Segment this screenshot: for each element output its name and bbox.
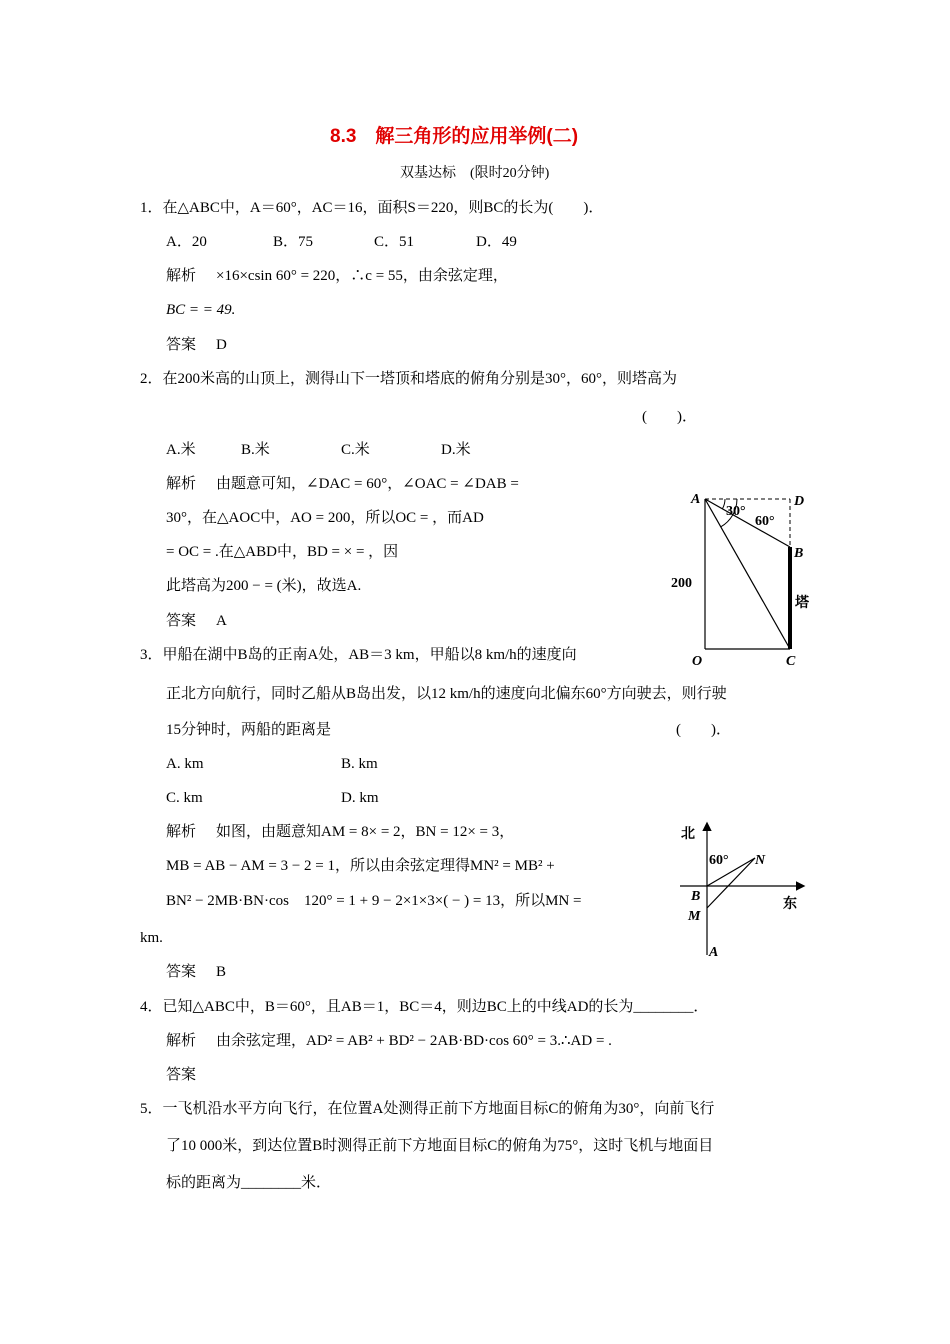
q2-option-c: C.米 (341, 442, 370, 458)
q3-jiexi-4: km. (140, 930, 163, 946)
q1-jiexi-2: BC = = 49. (166, 302, 236, 318)
q3-jiexi-label: 解析 (166, 824, 197, 840)
fig-label-60: 60° (755, 514, 775, 529)
q2-option-a: A.米 (166, 442, 196, 458)
q1-answer-label: 答案 (166, 337, 197, 353)
fig-label-30: 30° (726, 504, 746, 519)
q3-option-a: A. km (166, 756, 204, 772)
fig-label-north: 北 (681, 827, 695, 842)
q2-figure (665, 485, 825, 675)
q5-stem-3: 标的距离为________米． (166, 1175, 332, 1191)
page-title: 8.3 解三角形的应用举例(二) (330, 126, 579, 147)
q3-answer: B (216, 964, 227, 980)
q3-figure (675, 818, 815, 963)
q1-option-a: A．20 (166, 234, 207, 250)
fig-label-b: B (691, 889, 701, 904)
q4-jiexi-label: 解析 (166, 1033, 197, 1049)
q5-stem-2: 了10 000米，到达位置B时测得正前下方地面目标C的俯角为75°，这时飞机与地面目 (166, 1138, 714, 1154)
fig-label-angle: 60° (709, 853, 729, 868)
fig-label-o: O (692, 654, 703, 669)
q4-stem: 4．已知△ABC中，B＝60°，且AB＝1，BC＝4，则边BC上的中线AD的长为________． (140, 999, 709, 1015)
q2-jiexi-3: = OC = .在△ABD中，BD = × = ，因 (166, 544, 399, 560)
q3-paren: ( )． (676, 722, 731, 738)
q3-answer-label: 答案 (166, 964, 197, 980)
q5-stem-1: 5．一飞机沿水平方向飞行，在位置A处测得正前下方地面目标C的俯角为30°，向前飞行 (140, 1101, 715, 1117)
fig-label-a: A (709, 945, 719, 960)
q2-option-b: B.米 (241, 442, 270, 458)
q3-option-c: C. km (166, 790, 203, 806)
q1-stem: 1．在△ABC中，A＝60°，AC＝16，面积S＝220，则BC的长为( )． (140, 200, 604, 216)
q3-stem-2: 正北方向航行，同时乙船从B岛出发，以12 km/h的速度向北偏东60°方向驶去，则行驶 (166, 686, 727, 702)
fig-label-b: B (794, 546, 804, 561)
q2-jiexi-4: 此塔高为200 − = (米)，故选A. (166, 578, 362, 594)
q1-answer: D (216, 337, 227, 353)
fig-label-m: M (688, 909, 701, 924)
q2-jiexi-1: 由题意可知，∠DAC = 60°，∠OAC = ∠DAB = (216, 476, 519, 492)
fig-label-200: 200 (671, 576, 692, 591)
fig-line-ac (705, 499, 790, 649)
q2-answer-label: 答案 (166, 613, 197, 629)
fig-label-d: D (794, 494, 805, 509)
fig-label-tower: 塔 (795, 596, 809, 611)
q3-jiexi-1: 如图，由题意知AM = 8× = 2，BN = 12× = 3， (216, 824, 515, 840)
fig-label-c: C (786, 654, 796, 669)
fig-label-a: A (691, 492, 701, 507)
q2-stem: 2．在200米高的山顶上，测得山下一塔顶和塔底的俯角分别是30°，60°，则塔高为 (140, 371, 678, 387)
q3-jiexi-3: BN² − 2MB·BN·cos 120° = 1 + 9 − 2×1×3×( − ) = 13，所以MN = (166, 893, 582, 909)
q2-paren: ( )． (642, 409, 697, 425)
q2-jiexi-label: 解析 (166, 476, 197, 492)
q1-option-c: C．51 (374, 234, 415, 250)
q3-stem-3: 15分钟时，两船的距离是 (166, 722, 332, 738)
q2-answer: A (216, 613, 227, 629)
q2-option-d: D.米 (441, 442, 471, 458)
q4-jiexi-1: 由余弦定理，AD² = AB² + BD² − 2AB·BD·cos 60° = 3.∴AD = . (216, 1033, 612, 1049)
q4-answer-label: 答案 (166, 1067, 197, 1083)
q3-jiexi-2: MB = AB − AM = 3 − 2 = 1，所以由余弦定理得MN² = MB² + (166, 858, 555, 874)
fig-arc-30 (722, 499, 725, 509)
q1-jiexi-label: 解析 (166, 268, 197, 284)
fig-line-ab (705, 499, 790, 547)
q3-stem-1: 3．甲船在湖中B岛的正南A处，AB＝3 km，甲船以8 km/h的速度向 (140, 647, 577, 663)
fig-label-n: N (755, 853, 766, 868)
q3-option-d: D. km (341, 790, 379, 806)
q1-option-b: B．75 (273, 234, 314, 250)
fig-label-east: 东 (783, 897, 797, 912)
q1-jiexi-1: ×16×csin 60° = 220，∴c = 55，由余弦定理， (216, 268, 508, 284)
q1-option-d: D．49 (476, 234, 517, 250)
q3-option-b: B. km (341, 756, 378, 772)
q2-jiexi-2: 30°，在△AOC中，AO = 200，所以OC = ，而AD (166, 510, 484, 526)
section-subtitle: 双基达标 (限时20分钟) (400, 166, 550, 181)
